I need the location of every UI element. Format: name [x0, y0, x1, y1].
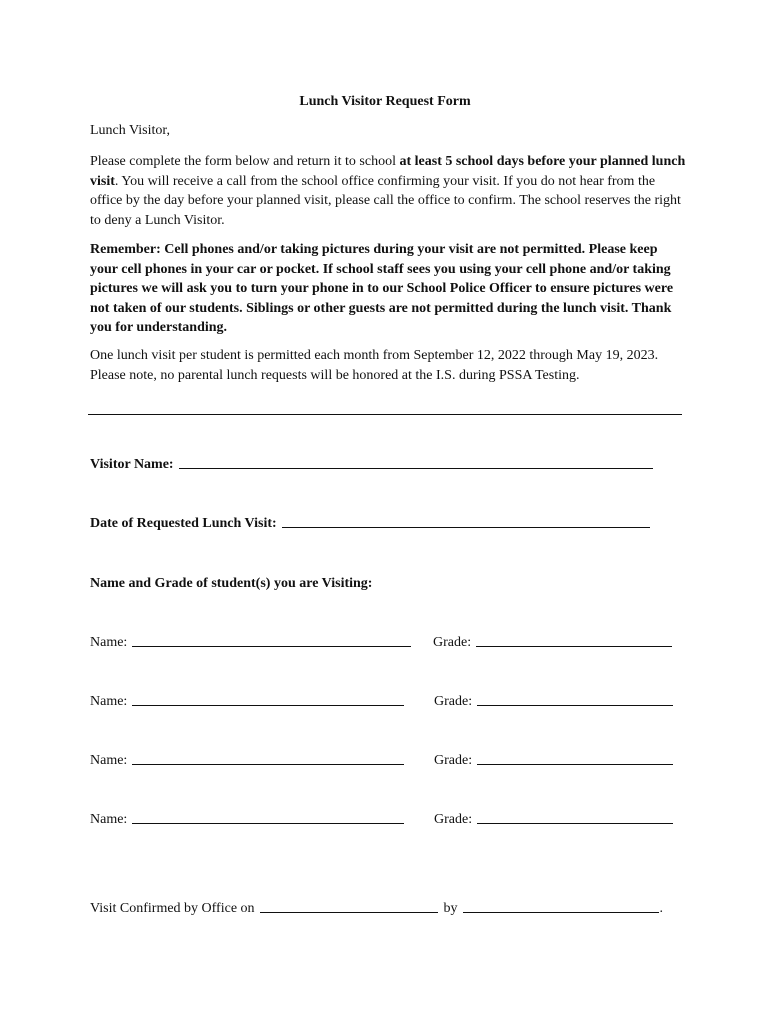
visit-date-label: Date of Requested Lunch Visit: [90, 516, 277, 531]
student-grade-label: Grade: [434, 812, 473, 827]
visit-date-field[interactable] [282, 526, 650, 528]
student-name-field[interactable] [132, 763, 404, 765]
student-row [90, 635, 690, 655]
visitor-name-field[interactable] [179, 467, 653, 469]
confirm-by-label: by [443, 901, 458, 916]
student-grade-group [433, 635, 672, 651]
visitor-name-row [90, 457, 653, 473]
student-grade-group [434, 812, 673, 828]
student-grade-field[interactable] [477, 704, 673, 706]
intro-text-start: Please complete the form below and return it to school [90, 154, 400, 169]
visitor-name-label: Visitor Name: [90, 457, 174, 472]
policy-paragraph: One lunch visit per student is permitted each month from September 12, 2022 through May 19, 2023. Please note, no parental lunch requests will be honored at the I.S. during PSSA Testing. [90, 348, 659, 383]
student-grade-label: Grade: [433, 635, 472, 650]
salutation: Lunch Visitor, [90, 123, 171, 138]
student-name-label: Name: [90, 694, 128, 709]
student-name-field[interactable] [132, 645, 411, 647]
student-row [90, 694, 690, 714]
form-title: Lunch Visitor Request Form [299, 94, 471, 109]
student-row [90, 812, 690, 832]
student-name-field[interactable] [132, 704, 404, 706]
section-divider [88, 414, 682, 415]
intro-text-end: . You will receive a call from the school office confirming your visit. If you do not hear from the office by the day before your planned visit, please call the office to confirm. The school reserves the right to deny a Lunch Visitor. [90, 173, 681, 228]
student-name-group [90, 635, 411, 651]
intro-deadline-emphasis: at least 5 school days before your planned lunch visit [90, 154, 686, 189]
confirm-label: Visit Confirmed by Office on [90, 901, 255, 916]
student-name-group [90, 753, 404, 769]
student-name-group [90, 812, 404, 828]
student-grade-field[interactable] [477, 822, 673, 824]
office-confirmation-row [90, 901, 663, 917]
student-name-label: Name: [90, 812, 128, 827]
reminder-paragraph: Remember: Cell phones and/or taking pictures during your visit are not permitted. Please keep your cell phones in your car or pocket. If school staff sees you using your cell phone and/or taking pictures we will ask you to turn your phone in to our School Police Officer to ensure pictures were not taken of our students. Siblings or other guests are not permitted during the lunch visit. Thank you for understanding. [90, 242, 674, 335]
student-grade-label: Grade: [434, 694, 473, 709]
visit-date-row [90, 516, 650, 532]
student-name-field[interactable] [132, 822, 404, 824]
student-name-label: Name: [90, 753, 128, 768]
students-heading: Name and Grade of student(s) you are Visiting: [90, 576, 373, 591]
intro-paragraph [90, 152, 686, 230]
student-name-group [90, 694, 404, 710]
student-name-label: Name: [90, 635, 128, 650]
confirm-end-period: . [659, 901, 664, 916]
student-grade-group [434, 753, 673, 769]
confirm-by-field[interactable] [463, 911, 659, 913]
student-grade-field[interactable] [476, 645, 672, 647]
student-row [90, 753, 690, 773]
students-heading-row [90, 576, 372, 592]
confirm-date-field[interactable] [260, 911, 438, 913]
student-grade-label: Grade: [434, 753, 473, 768]
student-grade-group [434, 694, 673, 710]
student-grade-field[interactable] [477, 763, 673, 765]
